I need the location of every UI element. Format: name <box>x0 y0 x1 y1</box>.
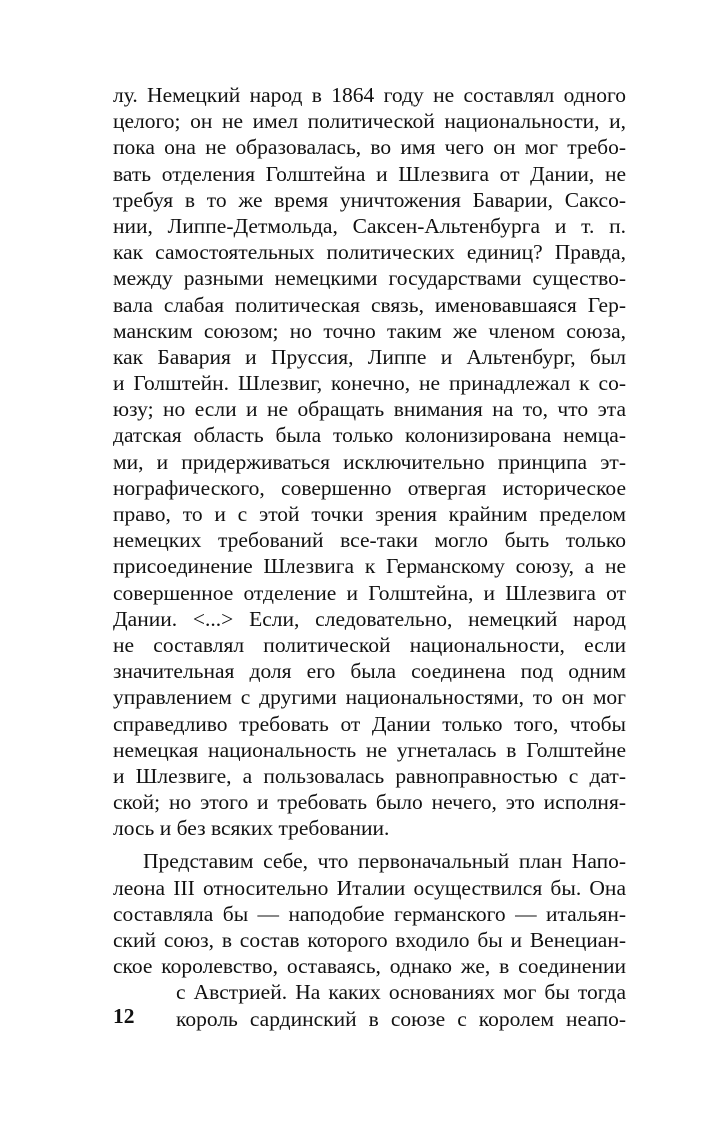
text-line: юзу; но если и не обращать внимания на то, что эта <box>113 397 626 422</box>
text-line: Дании. <...> Если, следовательно, немецкий народ <box>113 606 626 631</box>
text-line: ской; но этого и требовать было нечего, это исполня- <box>113 790 626 815</box>
text-line: целого; он не имел политической национальности, и, <box>113 109 626 134</box>
page-body <box>113 82 626 1032</box>
text-line: ский союз, в состав которого входило бы и Венециан- <box>113 928 626 952</box>
text-line: как самостоятельных политических единиц? Правда, <box>113 240 626 265</box>
text-line: и Шлезвиге, а пользовалась равноправностью с дат- <box>113 763 626 788</box>
text-line: справедливо требовать от Дании только того, чтобы <box>113 711 626 736</box>
text-line: манским союзом; но точно таким же членом союза, <box>113 318 626 343</box>
text-line: король сардинский в союзе с королем неапо- <box>176 1006 626 1031</box>
paragraph <box>113 82 626 841</box>
text-line: лу. Немецкий народ в 1864 году не составлял одного <box>113 83 626 107</box>
text-line: требуя в то же время уничтожения Баварии, Саксо- <box>113 187 626 212</box>
text-line: присоединение Шлезвига к Германскому союзу, а не <box>113 554 626 579</box>
text-line: вала слабая политическая связь, именовавшаяся Гер- <box>113 292 626 317</box>
text-line: управлением с другими национальностями, то он мог <box>113 685 626 710</box>
text-line: между разными немецкими государствами существо- <box>113 266 626 291</box>
text-line: вать отделения Голштейна и Шлезвига от Дании, не <box>113 161 626 186</box>
text-line: не составлял политической национальности, если <box>113 632 626 657</box>
text-line: немецких требований все-таки могло быть только <box>113 528 626 553</box>
page-number: 12 <box>113 1004 135 1028</box>
paragraph <box>113 848 626 1031</box>
text-line: составляла бы — наподобие германского — итальян- <box>113 901 626 926</box>
text-line: леона III относительно Италии осуществился бы. Она <box>113 875 626 900</box>
text-line: с Австрией. На каких основаниях мог бы тогда <box>176 980 626 1005</box>
text-line: ское королевство, оставаясь, однако же, в соединении <box>113 954 626 979</box>
text-line: совершенное отделение и Голштейна, и Шлезвига от <box>113 580 626 605</box>
text-line: датская область была только колонизирована немца- <box>113 423 626 448</box>
text-line: немецкая национальность не угнеталась в Голштейне <box>113 737 626 762</box>
text-line: пока она не образовалась, во имя чего он мог требо- <box>113 135 626 160</box>
paragraph-gap <box>113 841 626 848</box>
text-line: ми, и придерживаться исключительно принципа эт- <box>113 449 626 474</box>
text-line: лось и без всяких требовании. <box>113 816 390 841</box>
text-line: как Бавария и Пруссия, Липпе и Альтенбург, был <box>113 344 626 369</box>
text-line: право, то и с этой точки зрения крайним пределом <box>113 502 626 526</box>
text-line: и Голштейн. Шлезвиг, конечно, не принадлежал к со- <box>113 371 626 396</box>
text-line: нографического, совершенно отвергая историческое <box>113 475 626 500</box>
text-line: значительная доля его была соединена под одним <box>113 659 626 684</box>
text-line: нии, Липпе-Детмольда, Саксен-Альтенбурга и т. п. <box>113 213 626 238</box>
text-line: Представим себе, что первоначальный план Напо- <box>143 849 626 874</box>
